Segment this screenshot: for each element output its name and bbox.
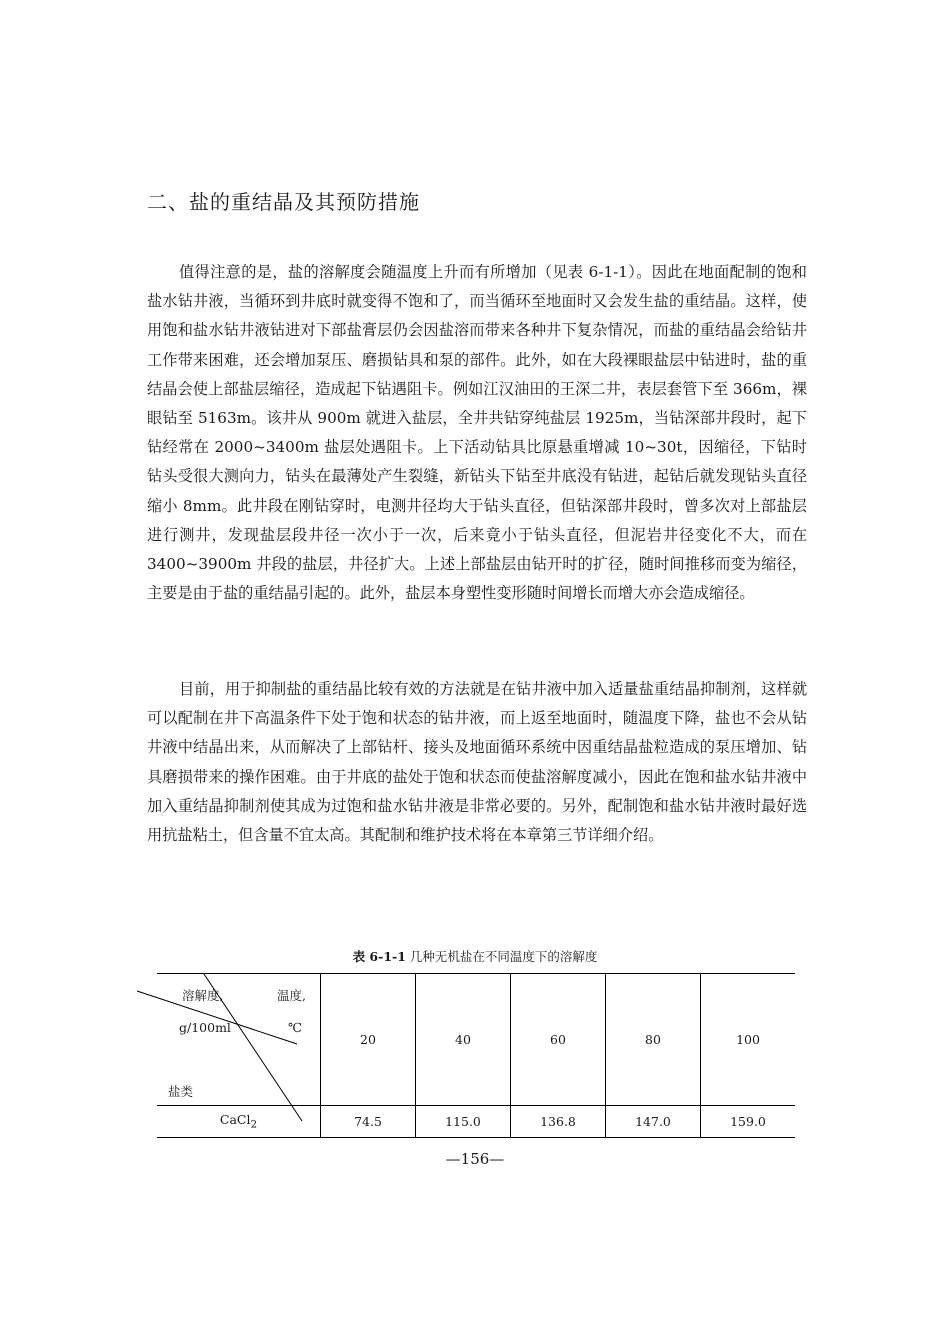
- solubility-value: 147.0: [606, 1106, 701, 1138]
- solubility-value: 115.0: [416, 1106, 511, 1138]
- table-caption: [0, 947, 950, 965]
- temperature-header: 40: [416, 974, 511, 1106]
- salt-name: CaCl: [219, 1112, 251, 1128]
- table-corner-cell: [157, 974, 321, 1106]
- corner-solubility-label: 溶解度,: [182, 988, 224, 1003]
- corner-unit-label: g/100ml: [179, 1020, 231, 1035]
- corner-temperature-label: 温度,: [277, 988, 306, 1003]
- solubility-table: [157, 973, 795, 1138]
- salt-name-subscript: 2: [250, 1118, 258, 1131]
- paragraph-1: 值得注意的是，盐的溶解度会随温度上升而有所增加（见表 6-1-1）。因此在地面配制的饱和盐水钻井液，当循环到井底时就变得不饱和了，而当循环至地面时又会发生盐的重结晶。这样，使用饱和盐水钻井液钻进对下部盐膏层仍会因盐溶而带来各种井下复杂情况，而盐的重结晶会给钻井工作带来困难，还会增加泵压、磨损钻具和泵的部件。此外，如在大段裸眼盐层中钻进时，盐的重结晶会使上部盐层缩径，造成起下钻遇阻卡。例如江汉油田的王深二井，表层套管下至 366m，裸眼钻至 5163m。该井从 900m 就进入盐层，全井共钻穿纯盐层 1925m，当钻深部井段时，起下钻经常在 2000~3400m 盐层处遇阻卡。上下活动钻具比原悬重增减 10~30t，因缩径，下钻时钻头受很大测向力，钻头在最薄处产生裂缝，新钻头下钻至井底没有钻进，起钻后就发现钻头直径缩小 8mm。此井段在刚钻穿时，电测井径均大于钻头直径，但钻深部井段时，曾多次对上部盐层进行测井，发现盐层段井径一次小于一次，后来竟小于钻头直径，但泥岩井径变化不大，而在 3400~3900m 井段的盐层，井径扩大。上述上部盐层由钻开时的扩径，随时间推移而变为缩径，主要是由于盐的重结晶引起的。此外，盐层本身塑性变形随时间增长而增大亦会造成缩径。: [147, 263, 807, 603]
- paragraph-2: 目前，用于抑制盐的重结晶比较有效的方法就是在钻井液中加入适量盐重结晶抑制剂，这样就可以配制在井下高温条件下处于饱和状态的钻井液，而上返至地面时，随温度下降，盐也不会从钻井液中结晶出来，从而解决了上部钻杆、接头及地面循环系统中因重结晶盐粒造成的泵压增加、钻具磨损带来的操作困难。由于井底的盐处于饱和状态而使盐溶解度减小，因此在饱和盐水钻井液中加入重结晶抑制剂使其成为过饱和盐水钻井液是非常必要的。另外，配制饱和盐水钻井液时最好选用抗盐粘土，但含量不宜太高。其配制和维护技术将在本章第三节详细介绍。: [147, 680, 807, 845]
- table-header-row: [157, 974, 795, 1106]
- temperature-header: 100: [701, 974, 796, 1106]
- corner-salt-type-label: 盐类: [168, 1084, 194, 1099]
- page-number: —156—: [445, 1150, 505, 1168]
- temperature-header: 80: [606, 974, 701, 1106]
- solubility-value: 136.8: [511, 1106, 606, 1138]
- temperature-header: 60: [511, 974, 606, 1106]
- section-title: 二、盐的重结晶及其预防措施: [147, 190, 420, 214]
- solubility-value: 159.0: [701, 1106, 796, 1138]
- corner-degree-label: ℃: [288, 1020, 302, 1035]
- table-caption-text: 几种无机盐在不同温度下的溶解度: [409, 949, 598, 964]
- solubility-value: 74.5: [321, 1106, 416, 1138]
- table-caption-number: 表 6-1-1: [352, 949, 406, 964]
- temperature-header: 20: [321, 974, 416, 1106]
